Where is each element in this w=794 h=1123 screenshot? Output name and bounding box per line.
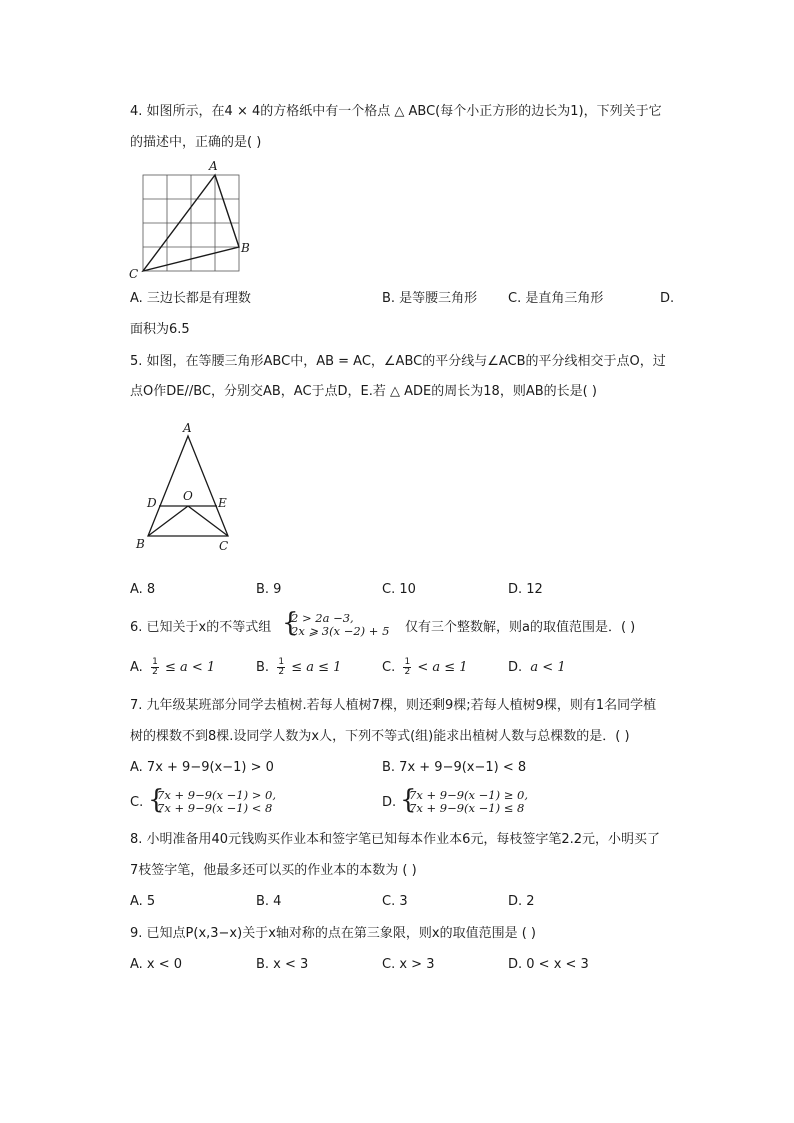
- q5-option-b: B. 9: [256, 582, 282, 597]
- q8-option-a: A. 5: [130, 894, 156, 909]
- q6-system-brace: {: [282, 608, 299, 638]
- q6-option-b-text: ≤ a ≤ 1: [291, 660, 342, 675]
- q7-option-b: B. 7x + 9−9(x−1) < 8: [382, 760, 527, 775]
- q6-option-c-label: C.: [382, 660, 396, 675]
- q5-label-d: D: [147, 496, 157, 510]
- q7-option-d-brace: {: [400, 785, 417, 815]
- q7-stem-line2: 树的棵数不到8棵.设同学人数为x人，下列不等式(组)能求出植树人数与总棵数的是．( ): [130, 729, 630, 744]
- q5-label-o: O: [183, 489, 193, 503]
- q6-option-a: [130, 658, 215, 678]
- q6-option-b: [256, 658, 341, 678]
- q5-stem-line2: 点O作DE//BC，分别交AB，AC于点D，E.若 △ ADE的周长为18，则AB的长是( ): [130, 384, 597, 399]
- q7-option-c-brace: {: [148, 785, 165, 815]
- q4-grid-figure: [125, 158, 265, 288]
- q9-option-d: D. 0 < x < 3: [508, 957, 589, 972]
- q7-stem-line1: 7. 九年级某班部分同学去植树.若每人植树7棵，则还剩9棵;若每人植树9棵，则有1名同学植: [130, 698, 657, 713]
- q8-option-b: B. 4: [256, 894, 282, 909]
- q6-option-c-fraction: $\frac{1}{2}$: [404, 657, 411, 677]
- q4-label-c: C: [129, 267, 139, 281]
- q5-label-c: C: [219, 539, 229, 553]
- q4-label-b: B: [241, 241, 250, 255]
- q7-option-c-system: [148, 785, 308, 817]
- q6-option-c: [382, 658, 468, 678]
- q9-option-a: A. x < 0: [130, 957, 183, 972]
- q4-option-d: D.: [660, 291, 675, 306]
- q6-option-c-text: < a ≤ 1: [417, 660, 468, 675]
- q7-option-d-row1: 7x + 9−9(x −1) ≥ 0,: [409, 788, 529, 802]
- q5-label-e: E: [218, 496, 227, 510]
- q4-option-a: A. 三边长都是有理数: [130, 291, 251, 306]
- q8-option-c: C. 3: [382, 894, 408, 909]
- q6-option-d-label: D.: [508, 660, 523, 675]
- q4-option-d-wrap: 面积为6.5: [130, 322, 190, 337]
- q7-option-c-row1: 7x + 9−9(x −1) > 0,: [157, 788, 277, 802]
- q7-option-a: A. 7x + 9−9(x−1) > 0: [130, 760, 274, 775]
- q5-label-a: A: [183, 421, 192, 435]
- q6-stem-pre: 6. 已知关于x的不等式组: [130, 620, 272, 635]
- q9-stem-line1: 9. 已知点P(x,3−x)关于x轴对称的点在第三象限，则x的取值范围是 ( ): [130, 926, 536, 941]
- q6-option-d-text: a < 1: [530, 660, 566, 675]
- q5-triangle-figure: [130, 420, 250, 555]
- q9-option-b: B. x < 3: [256, 957, 309, 972]
- q6-option-a-fraction: $\frac{1}{2}$: [152, 657, 158, 677]
- q7-option-d-system: [400, 785, 560, 817]
- q8-stem-line1: 8. 小明准备用40元钱购买作业本和签字笔已知每本作业本6元，每枝签字笔2.2元，小明买了: [130, 832, 661, 847]
- q4-label-a: A: [209, 159, 218, 173]
- q8-stem-line2: 7枝签字笔，他最多还可以买的作业本的本数为 ( ): [130, 863, 417, 878]
- q4-stem-line1: 4. 如图所示，在4 × 4的方格纸中有一个格点 △ ABC(每个小正方形的边长为1)，下列关于它: [130, 104, 662, 119]
- q6-option-b-label: B.: [256, 660, 270, 675]
- q4-grid-lines: [143, 175, 239, 271]
- q5-option-d: D. 12: [508, 582, 543, 597]
- q4-option-c: C. 是直角三角形: [508, 291, 604, 306]
- q6-option-a-text: ≤ a < 1: [164, 660, 216, 675]
- q7-option-d-row2: 7x + 9−9(x −1) ≤ 8: [409, 801, 525, 815]
- q8-option-d: D. 2: [508, 894, 535, 909]
- q4-option-b: B. 是等腰三角形: [382, 291, 478, 306]
- q6-inequality-system: [282, 608, 402, 640]
- q6-system-row1: 2 > 2a −3,: [291, 611, 354, 625]
- q6-system-row2: 2x ⩾ 3(x −2) + 5: [291, 624, 390, 638]
- q6-option-d: [508, 658, 566, 678]
- q4-stem-line2: 的描述中，正确的是( ): [130, 135, 262, 150]
- q5-triangle-abc: [148, 436, 228, 536]
- q7-option-d-label: D.: [382, 795, 397, 810]
- q6-option-b-fraction: $\frac{1}{2}$: [278, 657, 285, 677]
- q6-option-a-label: A.: [130, 660, 143, 675]
- q5-option-c: C. 10: [382, 582, 416, 597]
- q9-option-c: C. x > 3: [382, 957, 435, 972]
- q6-stem-post: 仅有三个整数解，则a的取值范围是．( ): [405, 620, 636, 635]
- q7-option-c-label: C.: [130, 795, 144, 810]
- q5-option-a: A. 8: [130, 582, 156, 597]
- q7-option-c-row2: 7x + 9−9(x −1) < 8: [157, 801, 273, 815]
- q5-label-b: B: [136, 537, 145, 551]
- q5-stem-line1: 5. 如图，在等腰三角形ABC中，AB = AC，∠ABC的平分线与∠ACB的平分线相交于点O，过: [130, 354, 666, 369]
